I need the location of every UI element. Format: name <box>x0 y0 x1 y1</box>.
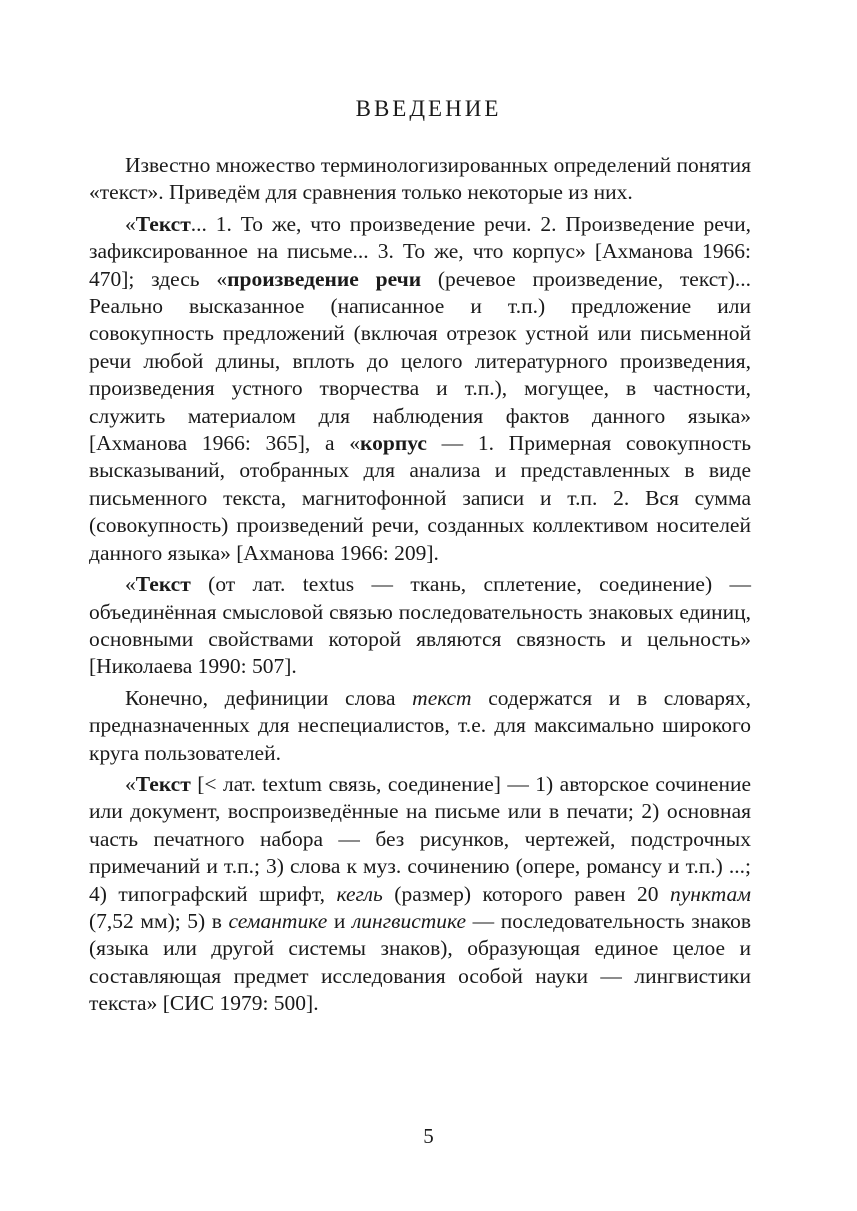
paragraph <box>89 771 751 1018</box>
text-run: ... 1. То же, что произведение речи. 2. Произведение речи, зафиксированное на письме... 3. То же, что корпус» [Ахманова 1966: 470]; здесь « <box>89 211 751 291</box>
paragraph <box>89 571 751 681</box>
italic-term: текст <box>412 685 472 710</box>
text-run: (речевое произведение, текст)... Реально высказанное (написанное и т.п.) предложение или совокупность предложений (включая отрезок устной или письменной речи любой длины, вплоть до целого литературного произведения, произведения устного творчества и т.п.), могущее, в частности, служить материалом для наблюдения фактов данного языка» [Ахманова 1966: 365], а « <box>89 266 751 456</box>
paragraph <box>89 152 751 207</box>
text-run: и <box>327 908 352 933</box>
text-run: [< лат. textum связь, соединение] — 1) авторское сочинение или документ, воспроизведённые на письме или в печати; 2) основная часть печатного набора — без рисунков, чертежей, подстрочных примечаний и т.п.; 3) слова к муз. сочинению (опере, романсу и т.п.) ...; 4) типографский шрифт, <box>89 771 751 906</box>
text-run: содержатся и в словарях, предназначенных для неспециалистов, т.е. для максимально широкого круга пользователей. <box>89 685 751 765</box>
text-run: « <box>125 211 136 236</box>
bold-term: Текст <box>135 771 191 796</box>
bold-term: произведение речи <box>227 266 422 291</box>
bold-term: Текст <box>135 572 191 597</box>
italic-term: пунктам <box>670 881 751 906</box>
bold-term: корпус <box>360 431 427 456</box>
italic-term: семантике <box>228 908 328 933</box>
text-run: Известно множество терминологизированных определений понятия «текст». Приведём для сравнения только некоторые из них. <box>89 153 751 205</box>
text-run: « <box>125 572 136 597</box>
text-run: — 1. Примерная совокупность высказываний, отобранных для анализа и представленных в виде письменного текста, магнитофонной записи и т.п. 2. Вся сумма (совокупность) произведений речи, созданных коллективом носителей данного языка» [Ахманова 1966: 209]. <box>89 431 751 565</box>
italic-term: кегль <box>336 881 383 906</box>
text-run: « <box>125 771 136 796</box>
page-number: 5 <box>423 1124 434 1148</box>
bold-term: Текст <box>135 211 191 236</box>
chapter-title: ВВЕДЕНИЕ <box>355 96 502 121</box>
italic-term: лингвистике <box>351 908 467 933</box>
text-run: (от лат. textus — ткань, сплетение, соединение) — объединённая смысловой связью последовательность знаковых единиц, основными свойствами которой являются связность и цельность» [Николаева 1990: 507]. <box>89 572 751 679</box>
text-run: (размер) которого равен 20 <box>382 881 670 906</box>
paragraph <box>89 685 751 767</box>
text-run: Конечно, дефиниции слова <box>125 685 413 710</box>
text-run: — последовательность знаков (языка или другой системы знаков), образующая единое целое и составляющая предмет исследования особой науки — лингвистики текста» [СИС 1979: 500]. <box>89 908 751 1016</box>
body-text <box>89 152 751 1018</box>
text-run: (7,52 мм); 5) в <box>89 908 229 933</box>
paragraph <box>89 211 751 567</box>
